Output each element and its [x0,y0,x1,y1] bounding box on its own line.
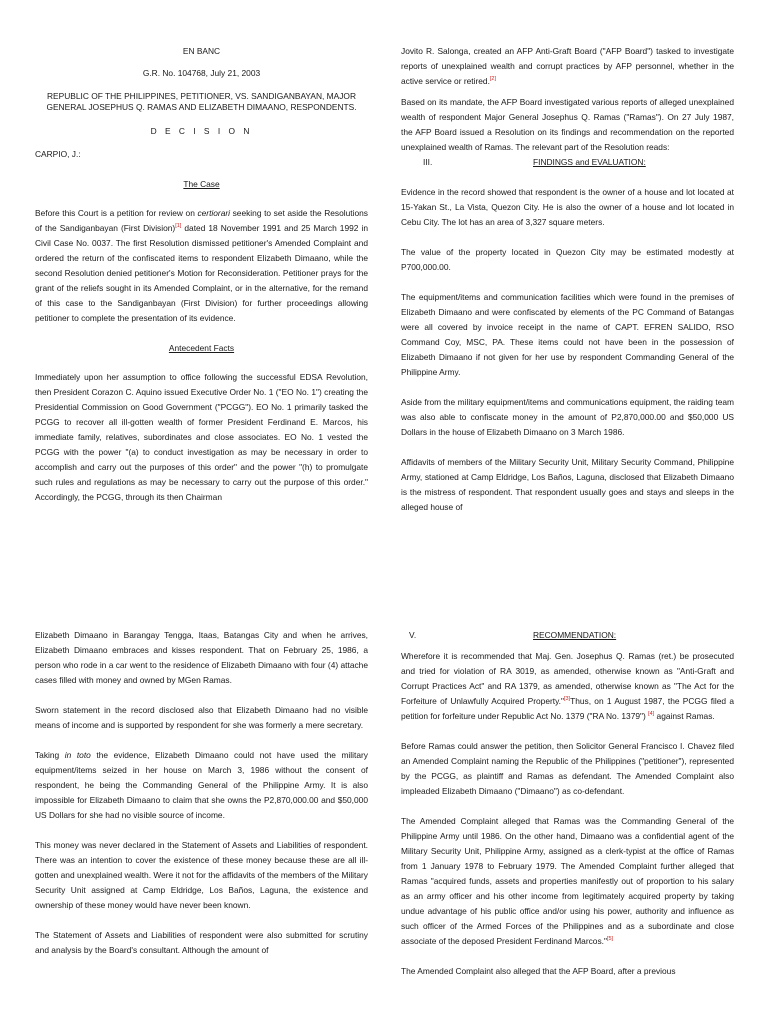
footnote-2-link[interactable]: [2] [489,76,497,83]
paragraph-board-mandate: Based on its mandate, the AFP Board investigated various reports of alleged unexplained wealth of respondent Major General Josephus Q. Ramas ("Ramas"). On 27 July 1987, the AFP Board issued a Resolution on its findings and recommendation on the reported unexplained wealth of Ramas. The relevant part of the Resolution reads: [401,97,734,152]
section-recommendation-heading [401,628,734,643]
footnote-1-link[interactable]: [1] [175,223,182,230]
paragraph-undeclared-money: This money was never declared in the Statement of Assets and Liabilities of respondent. There was an intention to cover the existence of these money because these are all ill-gotten and unexplained wealth. Were it not for the affidavits of the members of the Military Security Unit assigned at Camp Eldridge, Los Baños, Laguna, the existence and ownership of these money would have never been known. [35,840,368,910]
section-number: III. [423,157,433,167]
page-2-left-column [35,628,368,973]
ponente: CARPIO, J.: [35,149,81,159]
paragraph-equipment: The equipment/items and communication facilities which were found in the premises of Elizabeth Dimaano and were confiscated by elements of the PC Command of Batangas were all covered by invoice receipt in the name of CAPT. EFREN SALIDO, RSO Command Coy, MSC, PA. These items could not have been in the possession of Elizabeth Dimaano if not given for her use by respondent Commanding General of the Philippine Army. [401,292,734,377]
paragraph-property-value: The value of the property located in Quezon City may be estimated modestly at P700,000.00. [401,247,734,272]
paragraph-property: Evidence in the record showed that respondent is the owner of a house and lot located at 15-Yakan St., La Vista, Quezon City. He is also the owner of a house and lot located in Cebu City. The lot has an area of 3,327 square meters. [401,187,734,227]
heading-the-case: The Case [183,179,220,189]
section-title: FINDINGS and EVALUATION: [533,157,646,167]
paragraph-affidavits: Affidavits of members of the Military Security Unit, Military Security Command, Philippine Army, stationed at Camp Eldridge, Los Baños, Laguna, disclosed that Elizabeth Dimaano is the mistress of respondent. That respondent usually goes and stays and sleeps in the alleged house of [401,457,734,512]
court-division: EN BANC [182,46,221,56]
paragraph-afp-board-previous: The Amended Complaint also alleged that the AFP Board, after a previous [401,966,676,976]
case-parties: REPUBLIC OF THE PHILIPPINES, PETITIONER, VS. SANDIGANBAYAN, MAJOR GENERAL JOSEPHUS Q. RAMAS AND ELIZABETH DIMAANO, RESPONDENTS. [46,91,357,112]
paragraph-antecedent-facts: Immediately upon her assumption to office following the successful EDSA Revolution, then President Corazon C. Aquino issued Executive Order No. 1 ("EO No. 1") creating the Presidential Commission on Good Government ("PCGG"). EO No. 1 primarily tasked the PCGG to recover all ill-gotten wealth of former President Ferdinand E. Marcos, his immediate family, relatives, subordinates and close associates. EO No. 1 vested the PCGG with the power "(a) to conduct investigation as may be necessary in order to accomplish and carry out the purposes of this order" and the power "(h) to promulgate such rules and regulations as may be necessary to carry out the purpose of this order." Accordingly, the PCGG, through its then Chairman [35,372,368,502]
footnote-3-link[interactable]: [3] [563,696,571,703]
paragraph-residence: Elizabeth Dimaano in Barangay Tengga, Itaas, Batangas City and when he arrives, Elizabeth Dimaano embraces and kisses respondent. That on February 25, 1986, a person who rode in a car went to the residence of Elizabeth Dimaano with four (4) attache cases filled with money and owned by MGen Ramas. [35,630,368,685]
paragraph-sworn-statement: Sworn statement in the record disclosed also that Elizabeth Dimaano had no visible means of income and is supported by respondent for she was formerly a mere secretary. [35,705,368,730]
paragraph-afp-board: Jovito R. Salonga, created an AFP Anti-Graft Board ("AFP Board") tasked to investigate reports of unexplained wealth and corrupt practices by AFP personnel, whether in the active service or retired.[2] [401,46,734,86]
paragraph-complaint-allegations: The Amended Complaint alleged that Ramas was the Commanding General of the Philippine Army until 1986. On the other hand, Dimaano was a confidential agent of the Military Security Unit, Philippine Army, assigned as a clerk-typist at the office of Ramas from 1 January 1978 to February 1979. The Amended Complaint further alleged that Ramas "acquired funds, assets and properties manifestly out of proportion to his salary as an army officer and his other income from legitimately acquired property by taking undue advantage of his public office and/or using his power, authority and influence as such officer of the Armed Forces of the Philippines and as a subordinate and close associate of the deposed President Ferdinand Marcos."[5] [401,816,734,946]
footnote-5-link[interactable]: [5] [606,936,614,943]
paragraph-recommendation: Wherefore it is recommended that Maj. Gen. Josephus Q. Ramas (ret.) be prosecuted and tried for violation of RA 3019, as amended, otherwise known as "Anti-Graft and Corrupt Practices Act" and RA 1379, as amended, otherwise known as "The Act for the Forfeiture of Unlawfully Acquired Property."[3]Thus, on 1 August 1987, the PCGG filed a petition for forfeiture under Republic Act No. 1379 ("RA No. 1379") [4] against Ramas. [401,651,735,721]
case-number: G.R. No. 104768, July 21, 2003 [142,68,261,78]
paragraph-money-confiscated: Aside from the military equipment/items and communications equipment, the raiding team was also able to confiscate money in the amount of P2,870,000.00 and $50,000 US Dollars in the house of Elizabeth Dimaano on 3 March 1986. [401,397,734,437]
paragraph-the-case: Before this Court is a petition for review on certiorari seeking to set aside the Resolutions of the Sandiganbayan (First Division)[1] dated 18 November 1991 and 25 March 1992 in Civil Case No. 0037. The first Resolution dismissed petitioner's Amended Complaint and ordered the return of the confiscated items to respondent Elizabeth Dimaano, while the second Resolution denied petitioner's Motion for Reconsideration. Petitioner prays for the grant of the reliefs sought in its Amended Complaint, or in the alternative, for the remand of this case to the Sandiganbayan (First Division) for further proceedings allowing petitioner to complete the presentation of its evidence. [35,208,369,323]
heading-antecedent-facts: Antecedent Facts [168,343,235,353]
page-2-right-column [401,628,734,994]
paragraph-statement-assets: The Statement of Assets and Liabilities of respondent were also submitted for scrutiny and analysis by the Board's consultant. Although the amount of [35,930,368,955]
page-1-right-column [401,44,734,512]
section-title: RECOMMENDATION: [533,630,617,640]
section-number: V. [409,630,417,640]
decision-title: D E C I S I O N [150,126,253,136]
page-2 [0,512,768,1024]
paragraph-in-toto: Taking in toto the evidence, Elizabeth Dimaano could not have used the military equipment/items seized in her house on March 3, 1986 without the consent of respondent, he being the Commanding General of the Philippine Army. It is also impossible for Elizabeth Dimaano to claim that she owns the P2,870,000.00 and $50,000 US Dollars for she had no visible source of income. [35,750,368,820]
footnote-4-link[interactable]: [4] [648,711,655,718]
section-findings-heading [401,155,734,170]
paragraph-amended-complaint: Before Ramas could answer the petition, then Solicitor General Francisco I. Chavez filed an Amended Complaint naming the Republic of the Philippines ("petitioner"), represented by the PCGG, as plaintiff and Ramas as defendant. The Amended Complaint also impleaded Elizabeth Dimaano ("Dimaano") as co-defendant. [401,741,734,796]
page-1-left-column [35,44,368,512]
